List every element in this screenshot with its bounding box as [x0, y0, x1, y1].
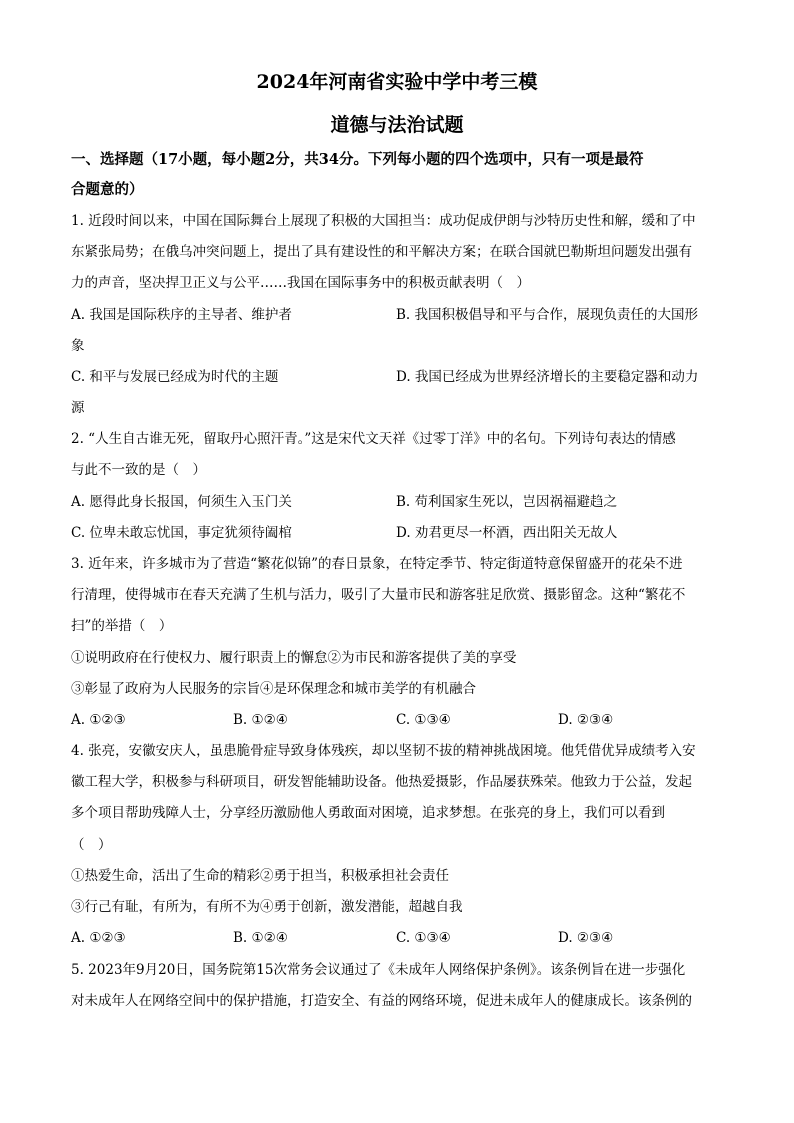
q2-option-b: B. 苟利国家生死以，岂因祸福避趋之 — [396, 494, 618, 510]
exam-title: 2024年河南省实验中学中考三模 — [256, 71, 538, 93]
q2-stem-line-1: 2. “人生自古谁无死，留取丹心照汗青。”这是宋代文天祥《过零丁洋》中的名句。下列诗句表达的情感 — [71, 431, 676, 447]
q3-stem-line-1: 3. 近年来，许多城市为了营造“繁花似锦”的春日景象，在特定季节、特定街道特意保留盛开的花朵不进 — [71, 556, 683, 572]
q1-stem-line-3: 力的声音，坚决捍卫正义与公平……我国在国际事务中的积极贡献表明（ ） — [71, 275, 530, 291]
q1-option-a: A. 我国是国际秩序的主导者、维护者 — [71, 307, 292, 323]
q2-stem-line-2: 与此不一致的是（ ） — [71, 462, 206, 478]
q4-stem-line-1: 4. 张亮，安徽安庆人，虽患脆骨症导致身体残疾，却以坚韧不拔的精神挑战困境。他凭借优异成绩考入安 — [71, 743, 696, 759]
q1-option-d: D. 我国已经成为世界经济增长的主要稳定器和动力 — [396, 369, 699, 385]
q4-stem-line-2: 徽工程大学，积极参与科研项目，研发智能辅助设备。他热爱摄影，作品屡获殊荣。他致力于公益，发起 — [71, 774, 692, 790]
q1-stem-line-2: 东紧张局势；在俄乌冲突问题上，提出了具有建设性的和平解决方案；在联合国就巴勒斯坦问题发出强有 — [71, 244, 692, 260]
q1-option-d-continued: 源 — [71, 400, 85, 416]
q2-option-c: C. 位卑未敢忘忧国，事定犹须待阖棺 — [71, 525, 292, 541]
q5-stem-line-1: 5. 2023年9月20日，国务院第15次常务会议通过了《未成年人网络保护条例》。该条例旨在进一步强化 — [71, 962, 686, 978]
q3-stem-line-3: 扫”的举措（ ） — [71, 618, 173, 634]
q1-option-c: C. 和平与发展已经成为时代的主题 — [71, 369, 279, 385]
q3-stem-line-2: 行清理，使得城市在春天充满了生机与活力，吸引了大量市民和游客驻足欣赏、摄影留念。这种“繁花不 — [71, 587, 686, 603]
q1-option-b: B. 我国积极倡导和平与合作，展现负责任的大国形 — [396, 307, 699, 323]
q4-option-a: A. ①②③ — [71, 930, 126, 946]
q3-option-c: C. ①③④ — [396, 712, 451, 728]
q3-statements-line-2: ③彰显了政府为人民服务的宗旨④是环保理念和城市美学的有机融合 — [71, 681, 476, 697]
q5-stem-line-2: 对未成年人在网络空间中的保护措施，打造安全、有益的网络环境，促进未成年人的健康成长。该条例的 — [71, 993, 692, 1009]
q4-option-d: D. ②③④ — [558, 930, 614, 946]
q2-option-d: D. 劝君更尽一杯酒，西出阳关无故人 — [396, 525, 618, 541]
q4-option-b: B. ①②④ — [233, 930, 288, 946]
q4-stem-line-4: （ ） — [71, 837, 112, 853]
q3-statements-line-1: ①说明政府在行使权力、履行职责上的懈怠②为市民和游客提供了美的享受 — [71, 650, 517, 666]
q3-option-b: B. ①②④ — [233, 712, 288, 728]
q4-statements-line-1: ①热爱生命，活出了生命的精彩②勇于担当，积极承担社会责任 — [71, 868, 449, 884]
q3-option-a: A. ①②③ — [71, 712, 126, 728]
q1-stem-line-1: 1. 近段时间以来，中国在国际舞台上展现了积极的大国担当：成功促成伊朗与沙特历史性和解，缓和了中 — [71, 213, 696, 229]
q4-option-c: C. ①③④ — [396, 930, 451, 946]
q4-statements-line-2: ③行己有耻，有所为，有所不为④勇于创新，激发潜能，超越自我 — [71, 899, 463, 915]
q1-option-b-continued: 象 — [71, 338, 85, 354]
q2-option-a: A. 愿得此身长报国，何须生入玉门关 — [71, 494, 292, 510]
q3-option-d: D. ②③④ — [558, 712, 614, 728]
section-heading-line-2: 合题意的） — [71, 181, 144, 198]
section-heading-line-1: 一、选择题（17小题，每小题2分，共34分。下列每小题的四个选项中，只有一项是最符 — [71, 151, 644, 168]
q4-stem-line-3: 多个项目帮助残障人士，分享经历激励他人勇敢面对困境，追求梦想。在张亮的身上，我们可以看到 — [71, 805, 665, 821]
exam-subtitle: 道德与法治试题 — [330, 114, 464, 136]
